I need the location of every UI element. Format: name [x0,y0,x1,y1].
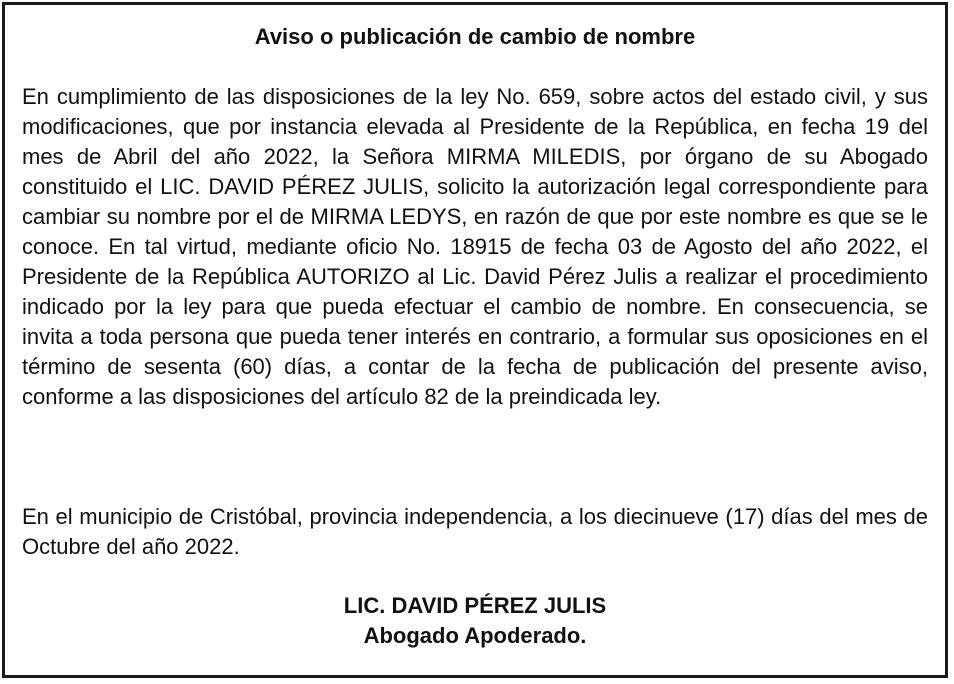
signature-name: LIC. DAVID PÉREZ JULIS [343,593,607,618]
notice-place-date-paragraph: En el municipio de Cristóbal, provincia independencia, a los diecinueve (17) días del mes de Octubre del año 2022. [22,504,928,559]
notice-title: Aviso o publicación de cambio de nombre [254,24,696,49]
notice-body-paragraph: En cumplimiento de las disposiciones de la ley No. 659, sobre actos del estado civil, y sus modificaciones, que por instancia elevada al Presidente de la República, en fecha 19 del mes de Abril del año 2022, la Señora MIRMA MILEDIS, por órgano de su Abogado constituido el LIC. DAVID PÉREZ JULIS, solicito la autorización legal correspondiente para cambiar su nombre por el de MIRMA LEDYS, en razón de que por este nombre es que se le conoce. En tal virtud, mediante oficio No. 18915 de fecha 03 de Agosto del año 2022, el Presidente de la República AUTORIZO al Lic. David Pérez Julis a realizar el procedimiento indicado por la ley para que pueda efectuar el cambio de nombre. En consecuencia, se invita a toda persona que pueda tener interés en contrario, a formular sus oposiciones en el término de sesenta (60) días, a contar de la fecha de publicación del presente aviso, conforme a las disposiciones del artículo 82 de la preindicada ley. [22,84,928,409]
signature-role: Abogado Apoderado. [363,623,587,648]
signature-block [5,591,945,651]
notice-frame [2,2,948,678]
